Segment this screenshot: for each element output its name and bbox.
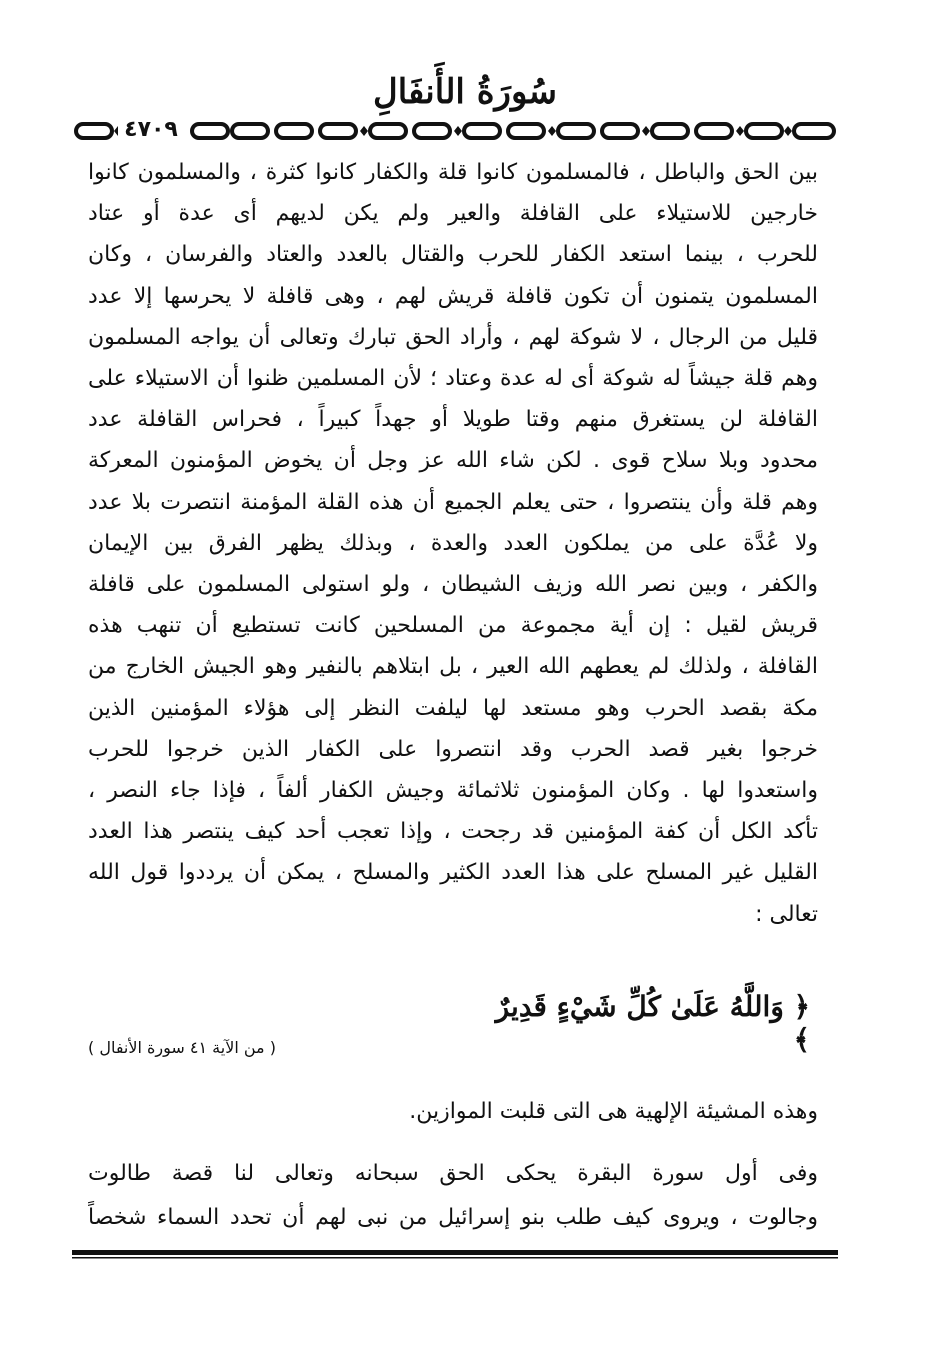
text-line: قريش لقيل : إن أية مجموعة من المسلحين كانت تستطيع أن تنهب هذه (88, 613, 818, 639)
text-line: وهم قلة جيشاً له شوكة أى له عدة وعتاد ؛ لأن المسلمين ظنوا أن الاستيلاء على (88, 366, 818, 392)
text-line: مكة بقصد الحرب وهو مستعد لها ليلفت النظر إلى هؤلاء المؤمنين الذين (88, 695, 818, 721)
text-line: محدود وبلا سلاح قوى . لكن شاء الله عز وجل أن يخوض المؤمنون المعركة (88, 448, 818, 474)
paragraph-talut (88, 1152, 818, 1240)
text-line: القليل غير المسلح على هذا العدد الكثير والمسلح ، يمكن أن يرددوا قول الله (88, 860, 818, 886)
text-line: القافلة لن يستغرق منهم وقتا طويلا أو جهداً كبيراً ، فحراس القافلة عدد (88, 407, 818, 433)
text-line: وفى أول سورة البقرة يحكى الحق سبحانه وتعالى لنا قصة طالوت (88, 1161, 818, 1186)
verse-reference: ( من الآية ٤١ سورة الأنفال ) (88, 1038, 276, 1057)
surah-title: سُورَةُ الأَنفَالِ (372, 72, 557, 112)
page-number: ٤٧٠٩ (118, 114, 184, 146)
text-line: وجالوت ، ويروى كيف طلب بنو إسرائيل من نبى لهم أن تحدد السماء شخصاً (88, 1205, 818, 1230)
main-paragraph (88, 152, 818, 935)
text-line: خرجوا بغير قصد الحرب وقد انتصروا على الكفار الذين خرجوا للحرب (88, 736, 818, 762)
text-line: ولا عُدَّة على من يملكون العدد والعدة ، وبذلك يظهر الفرق بين الإيمان (88, 530, 818, 556)
text-line: تأكد الكل أن كفة المؤمنين قد رجحت ، وإذا تعجب أحد كيف ينتصر هذا العدد (88, 819, 818, 845)
paragraph-conclusion (88, 1092, 818, 1132)
text-line: والكفر ، وبين نصر الله وزيف الشيطان ، ولو استولى المسلمون على قافلة (88, 572, 818, 598)
quran-verse: ﴿ وَاللَّهُ عَلَىٰ كُلِّ شَيْءٍ قَدِيرٌ ﴾ (495, 990, 810, 1056)
text-line: بين الحق والباطل ، فالمسلمون كانوا قلة والكفار كانوا كثرة ، والمسلمون كانوا (88, 160, 818, 185)
text-line: خارجين للاستيلاء على القافلة والعير ولم يكن لديهم أى عدة أو عتاد (88, 201, 818, 227)
header-ornament-band (72, 120, 838, 142)
text-line: وهم قلة وأن ينتصروا ، حتى يعلم الجميع أن هذه القلة المؤمنة انتصرت بلا عدد (88, 489, 818, 515)
text-line: قليل من الرجال ، لا شوكة لهم ، وأراد الحق تبارك وتعالى أن يواجه المسلمون (88, 324, 818, 350)
footer-rule (72, 1250, 838, 1260)
text-line: القافلة ، ولذلك لم يعطهم الله العير ، بل ابتلاهم بالنفير وهو الجيش الخارج من (88, 654, 818, 680)
text-line: للحرب ، بينما استعد الكفار للحرب والقتال بالعدد والعتاد والفرسان ، وكان (88, 242, 818, 268)
text-line: تعالى : (755, 901, 818, 927)
text-line: وهذه المشيئة الإلهية هى التى قلبت الموازين. (409, 1099, 818, 1124)
text-line: المسلمون يتمنون أن تكون قافلة قريش لهم ، وهى قافلة لا يحرسها إلا عدد (88, 283, 818, 309)
text-line: واستعدوا لها . وكان المؤمنون ثلاثمائة وجيش الكفار ألفاً ، فإذا جاء النصر ، (88, 778, 818, 804)
